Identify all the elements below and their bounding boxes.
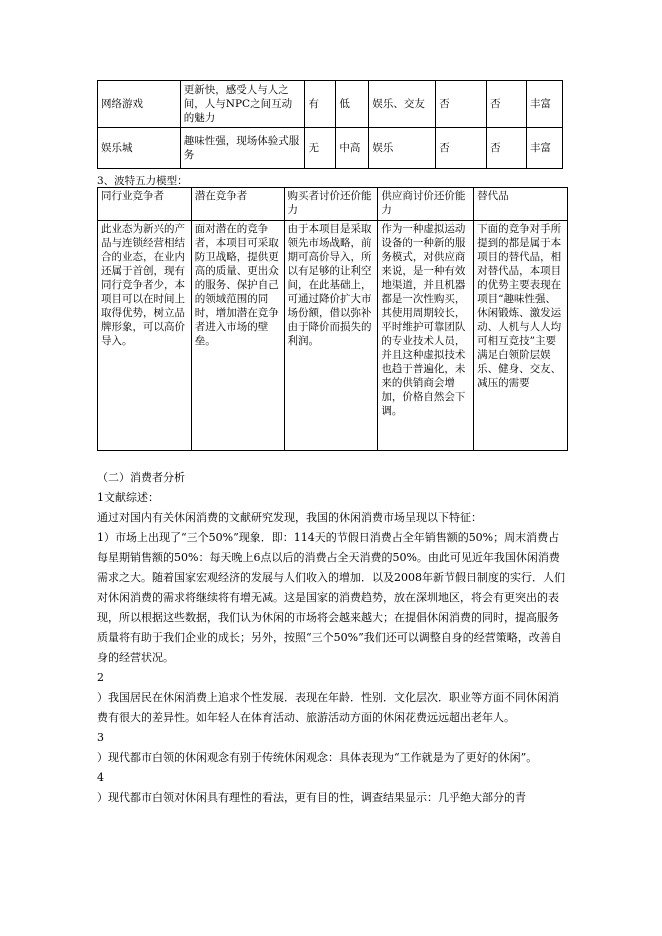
table-cell: 否 [487, 128, 527, 169]
table-cell: 趣味性强，现场体验式服务 [180, 128, 305, 169]
table-cell: 有 [305, 81, 336, 128]
five-forces-table [97, 187, 568, 451]
list-number: 4 [97, 771, 104, 784]
consumer-analysis-section [97, 468, 567, 808]
table-cell: 低 [336, 81, 369, 128]
table-cell: 面对潜在的竞争者，本项目可采取防卫战略，提供更高的质量、更出众的服务、保护自己的领域范围的同时，增加潜在竞争者进入市场的壁垒。 [191, 221, 284, 451]
list-number: 3 [97, 731, 104, 744]
table-cell: 否 [487, 81, 527, 128]
table-cell: 无 [305, 128, 336, 169]
table-row [98, 81, 563, 128]
table-cell: 丰富 [527, 81, 563, 128]
table-cell: 娱乐、交友 [369, 81, 436, 128]
table-cell: 娱乐城 [98, 128, 181, 169]
section-heading: （二）消费者分析 [97, 471, 185, 484]
table-cell: 中高 [336, 128, 369, 169]
table-cell: 娱乐 [369, 128, 436, 169]
table-cell: 由于本项目是采取领先市场战略，前期可高价导入，所以有足够的让利空间，在此基础上，可通过降价扩大市场份额，借以弥补由于降价而损失的利润。 [284, 221, 378, 451]
table-cell: 更新快，感受人与人之间，人与NPC之间互动的魅力 [180, 81, 305, 128]
table-header-cell: 购买者讨价还价能力 [284, 188, 378, 221]
table-cell: 网络游戏 [98, 81, 181, 128]
table-row [98, 221, 568, 451]
intro-paragraph: 通过对国内有关休闲消费的文献研究发现，我国的休闲消费市场呈现以下特征： [97, 511, 482, 524]
list-number: 2 [97, 671, 104, 684]
section-title: 3、波特五力模型： [97, 175, 188, 187]
table-header-cell: 同行业竞争者 [98, 188, 192, 221]
table-row [98, 128, 563, 169]
paragraph-3: ）现代都市白领的休闲观念有别于传统休闲观念：具体表现为“工作就是为了更好的休闲”。 [97, 751, 538, 764]
table-header-cell: 供应商讨价还价能力 [378, 188, 474, 221]
table-cell: 丰富 [527, 128, 563, 169]
comparison-table [97, 80, 563, 169]
table-cell: 作为一种虚拟运动设备的一种新的服务模式，对供应商来说，是一种有效地渠道，并且机器都是一次性购买，其使用周期较长，平时维护可靠团队的专业技术人员，并且这种虚拟技术也趋于普遍化，未来的供销商会增加，价格自然会下调。 [378, 221, 474, 451]
table-header-cell: 潜在竞争者 [191, 188, 284, 221]
table-cell: 否 [436, 81, 487, 128]
paragraph-2: ）我国居民在休闲消费上追求个性发展．表现在年龄．性别．文化层次．职业等方面不同休闲消费有很大的差异性。如年轻人在体育活动、旅游活动方面的休闲花费远远超出老年人。 [97, 691, 559, 724]
subheading: 1文献综述： [97, 491, 159, 504]
table-cell: 否 [436, 128, 487, 169]
table-cell: 此业态为新兴的产品与连锁经营相结合的业态，在业内还属于首创，现有同行竞争者少，本项目可以在时间上取得优势，树立品牌形象，可以高价导入。 [98, 221, 192, 451]
paragraph-1: 1）市场上出现了“三个50%”现象．即：114天的节假日消费占全年销售额的50%；周末消费占每星期销售额的50%：每天晚上6点以后的消费占全天消费的50%。由此可见近年我国休闲消费需求之大。随着国家宏观经济的发展与人们收入的增加．以及2008年新节假日制度的实行．人们对休闲消费的需求将继续将有增无减。这是国家的消费趋势，放在深圳地区，将会有更突出的表现，所以根据这些数据，我们认为休闲的市场将会越来越大；在提倡休闲消费的同时，提高服务质量将有助于我们企业的成长；另外，按照“三个50%”我们还可以调整自身的经营策略，改善自身的经营状况。 [97, 531, 565, 664]
table-cell: 下面的竞争对手所提到的都是属于本项目的替代品，相对替代品，本项目的优势主要表现在项目“趣味性强、休闲锻炼、激发运动、人机与人人均可相互竞技”主要满足白领阶层娱乐、健身、交友、减压的需要 [474, 221, 568, 451]
paragraph-4: ）现代都市白领对休闲具有理性的看法，更有目的性，调查结果显示：几乎绝大部分的青 [97, 791, 526, 804]
table-header-row [98, 188, 568, 221]
table-header-cell: 替代品 [474, 188, 568, 221]
